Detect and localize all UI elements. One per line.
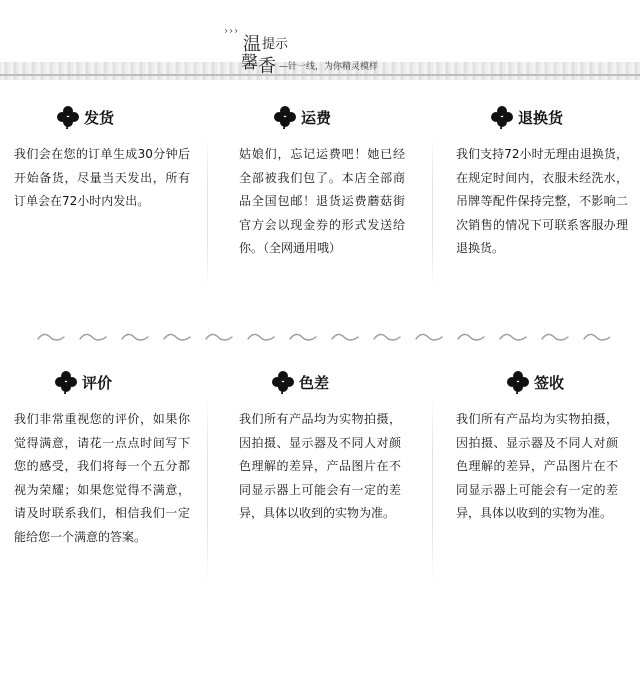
title-char-tishi: 提示	[262, 37, 289, 52]
section-title: 退换货	[518, 108, 564, 127]
title-char-xiang: 香	[258, 56, 276, 77]
section-title: 评价	[82, 373, 113, 392]
section-review	[14, 368, 202, 549]
section-header	[239, 103, 427, 131]
column-divider	[207, 135, 208, 290]
header-banner	[0, 0, 640, 88]
section-header	[239, 368, 427, 396]
clover-icon	[271, 370, 295, 394]
section-header	[456, 368, 640, 396]
wave-separator	[30, 327, 610, 345]
title-char-xin: 馨	[241, 53, 258, 73]
section-body: 我们非常重视您的评价，如果你觉得满意，请花一点点时间写下您的感受，我们将每一个五分都视为荣耀；如果您觉得不满意，请及时联系我们，相信我们一定能给您一个满意的答案。	[14, 412, 190, 544]
clover-icon	[490, 105, 514, 129]
section-title: 色差	[299, 373, 330, 392]
section-body: 我们会在您的订单生成30分钟后开始备货，尽量当天发出，所有订单会在72小时内发出。	[14, 147, 190, 208]
column-divider	[432, 135, 433, 290]
section-title: 运费	[301, 108, 332, 127]
section-header	[14, 103, 202, 131]
section-title: 发货	[84, 108, 115, 127]
section-shipping	[14, 103, 202, 214]
column-divider	[207, 395, 208, 585]
section-sign-receipt	[456, 368, 640, 526]
clover-icon	[273, 105, 297, 129]
section-shipping-fee	[239, 103, 427, 261]
header-rule	[0, 74, 640, 76]
section-header	[14, 368, 202, 396]
section-header	[456, 103, 640, 131]
title-char-wen: 温	[243, 34, 261, 55]
section-body: 我们所有产品均为实物拍摄，因拍摄、显示器及不同人对颜色理解的差异，产品图片在不同显示器上可能会有一定的差异，具体以收到的实物为准。	[456, 412, 618, 520]
section-returns	[456, 103, 640, 261]
section-body: 我们所有产品均为实物拍摄，因拍摄、显示器及不同人对颜色理解的差异，产品图片在不同显示器上可能会有一定的差异，具体以收到的实物为准。	[239, 412, 401, 520]
section-title: 签收	[534, 373, 565, 392]
clover-icon	[506, 370, 530, 394]
section-body: 姑娘们，忘记运费吧！她已经全部被我们包了。本店全部商品全国包邮！退货运费蘑菇街官方会以现金券的形式发送给你。（全网通用哦）	[239, 147, 405, 255]
title-dots: ›››	[224, 26, 239, 37]
section-body: 我们支持72小时无理由退换货，在规定时间内，衣服未经洗水，吊牌等配件保持完整，不影响二次销售的情况下可联系客服办理退换货。	[456, 147, 628, 255]
section-color-difference	[239, 368, 427, 526]
clover-icon	[54, 370, 78, 394]
clover-icon	[56, 105, 80, 129]
wave-separator-graphic	[30, 327, 610, 345]
column-divider	[432, 395, 433, 585]
title-subtitle: —针一线，为你精灵模样	[279, 62, 379, 72]
